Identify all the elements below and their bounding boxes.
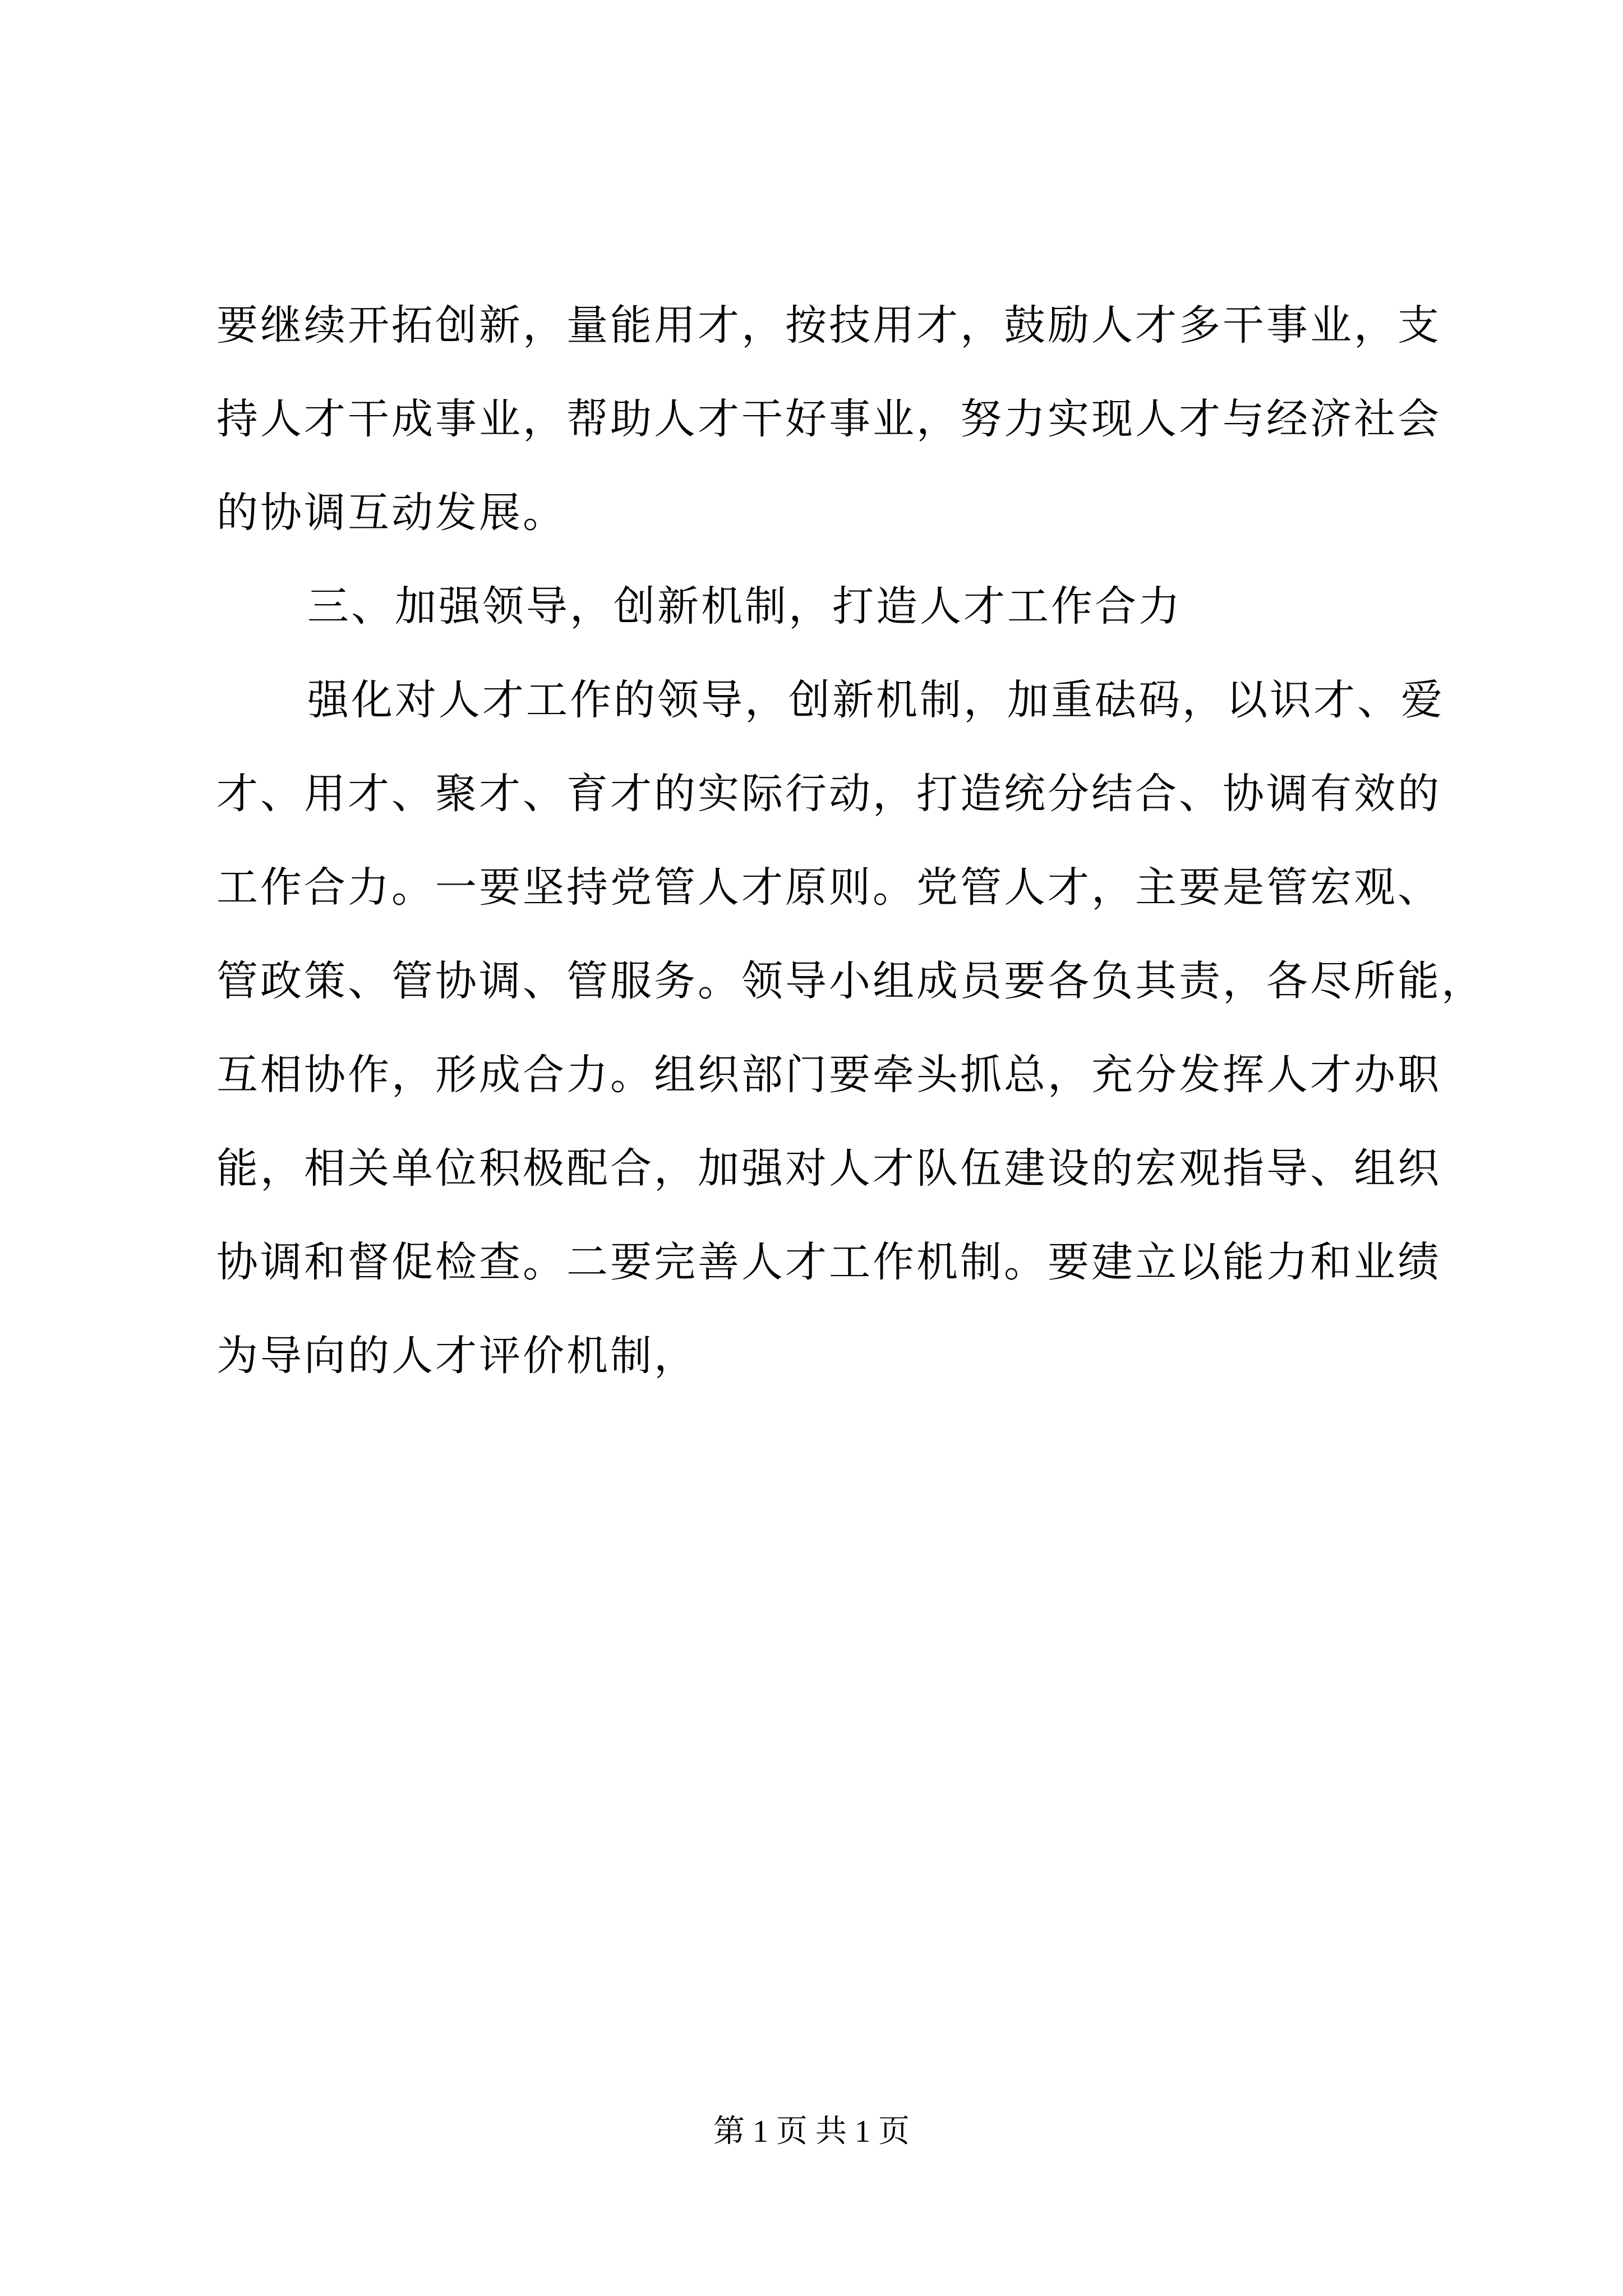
body-line: 互相协作，形成合力。组织部门要牵头抓总，充分发挥人才办职 [216, 1051, 1441, 1099]
body-line: 能，相关单位积极配合，加强对人才队伍建设的宏观指导、组织 [216, 1144, 1441, 1193]
body-line: 强化对人才工作的领导，创新机制，加重砝码，以识才、爱 [307, 676, 1445, 724]
body-line: 为导向的人才评价机制， [216, 1332, 698, 1380]
body-line: 要继续开拓创新，量能用才，按技用才，鼓励人才多干事业，支 [216, 301, 1441, 349]
body-line: 工作合力。一要坚持党管人才原则。党管人才，主要是管宏观、 [216, 863, 1441, 912]
section-heading: 三、加强领导，创新机制，打造人才工作合力 [307, 582, 1182, 631]
page-number-footer: 第 1 页 共 1 页 [713, 2114, 910, 2149]
body-line: 的协调互动发展。 [216, 489, 566, 537]
body-line: 协调和督促检查。二要完善人才工作机制。要建立以能力和业绩 [216, 1238, 1441, 1286]
body-line: 才、用才、聚才、育才的实际行动，打造统分结合、协调有效的 [216, 770, 1441, 818]
body-line: 持人才干成事业，帮助人才干好事业，努力实现人才与经济社会 [216, 395, 1441, 443]
body-line: 管政策、管协调、管服务。领导小组成员要各负其责，各尽所能， [216, 957, 1485, 1005]
